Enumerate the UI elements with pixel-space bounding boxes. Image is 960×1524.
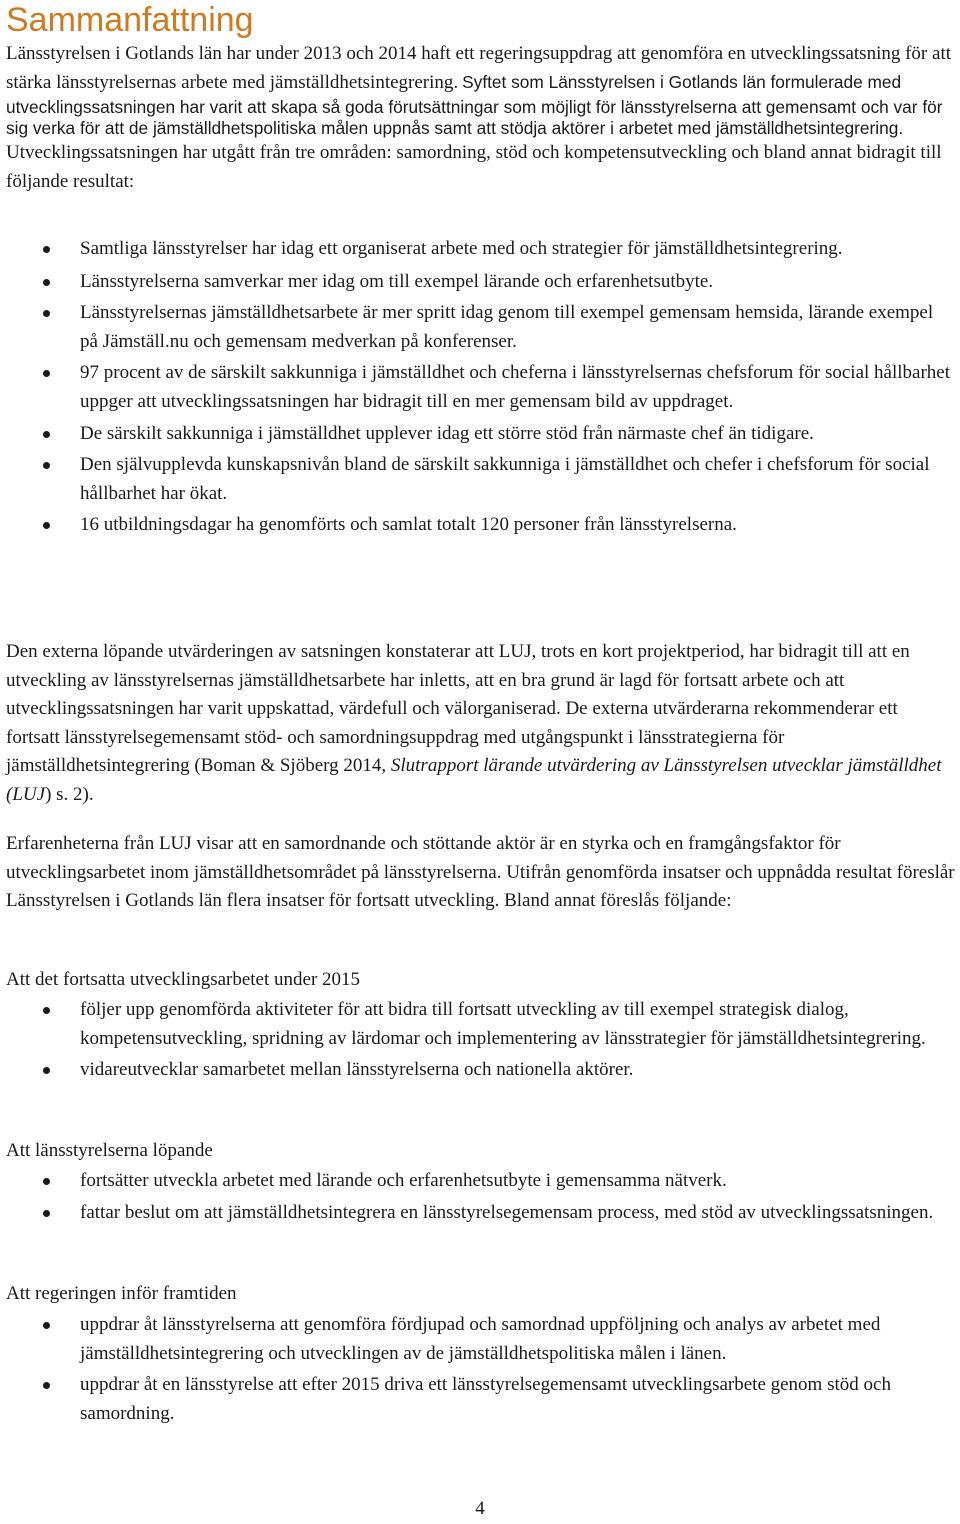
section-title: Sammanfattning	[6, 1, 254, 39]
bullet-icon	[43, 310, 50, 317]
list-item: 16 utbildningsdagar ha genomförts och samlat totalt 120 personer från länsstyrelserna.	[0, 511, 960, 540]
bullet-icon	[43, 1178, 50, 1185]
proposal-list	[0, 996, 960, 1085]
bullet-icon	[43, 370, 50, 377]
bullet-icon	[43, 1067, 50, 1074]
bullet-icon	[43, 431, 50, 438]
proposal-heading: Att regeringen inför framtiden	[6, 1283, 237, 1304]
proposal-heading: Att länsstyrelserna löpande	[6, 1140, 213, 1161]
bullet-icon	[43, 1382, 50, 1389]
intro-serif-tail: Utvecklingssatsningen har utgått från tre områden: samordning, stöd och kompetensutveckling och bland annat bidragit till följande resultat:	[6, 142, 942, 192]
bullet-icon	[43, 462, 50, 469]
bullet-icon	[43, 246, 50, 253]
list-item: följer upp genomförda aktiviteter för att bidra till fortsatt utveckling av till exempel strategisk dialog, kompetensutveckling, spridning av lärdomar och implementering av länsstrategier för jämställdhetsintegrering.	[0, 996, 960, 1053]
proposal-heading: Att det fortsatta utvecklingsarbetet under 2015	[6, 969, 361, 990]
proposal-list	[0, 1311, 960, 1428]
results-list	[0, 235, 960, 540]
intro-sans-text: Syftet som Länsstyrelsen i Gotlands län formulerade med utvecklingssatsningen har varit att skapa så goda förutsättningar som möjligt för länsstyrelserna att gemensamt och var för sig verka för att de jämställdhetspolitiska målen uppnås samt att stödja aktörer i arbetet med jämställdhetsintegrering.	[6, 71, 943, 139]
list-item: De särskilt sakkunniga i jämställdhet upplever idag ett större stöd från närmaste chef än tidigare.	[0, 420, 960, 449]
list-item: 97 procent av de särskilt sakkunniga i jämställdhet och cheferna i länsstyrelsernas chefsforum för social hållbarhet uppger att utvecklingssatsningen har bidragit till en mer gemensam bild av uppdraget.	[0, 359, 960, 416]
list-item: Samtliga länsstyrelser har idag ett organiserat arbete med och strategier för jämställdhetsintegrering.	[0, 235, 960, 264]
list-item: uppdrar åt en länsstyrelse att efter 2015 driva ett länsstyrelsegemensamt utvecklingsarbete genom stöd och samordning.	[0, 1371, 960, 1428]
list-item: uppdrar åt länsstyrelserna att genomföra fördjupad och samordnad uppföljning och analys av arbetet med jämställdhetsintegrering och utvecklingen av de jämställdhetspolitiska målen i länen.	[0, 1311, 960, 1368]
list-item: Den självupplevda kunskapsnivån bland de särskilt sakkunniga i jämställdhet och chefer i chefsforum för social hållbarhet har ökat.	[0, 451, 960, 508]
bullet-icon	[43, 1322, 50, 1329]
list-item: fortsätter utveckla arbetet med lärande och erfarenhetsutbyte i gemensamma nätverk.	[0, 1167, 960, 1196]
list-item: Länsstyrelsernas jämställdhetsarbete är mer spritt idag genom till exempel gemensam hemsida, lärande exempel på Jämställ.nu och gemensam medverkan på konferenser.	[0, 299, 960, 356]
bullet-icon	[43, 1210, 50, 1217]
bullet-icon	[43, 279, 50, 286]
intro-paragraph	[6, 40, 956, 196]
page-number: 4	[475, 1498, 485, 1519]
list-item: Länsstyrelserna samverkar mer idag om till exempel lärande och erfarenhetsutbyte.	[0, 268, 960, 297]
report-title: Slutrapport lärande utvärdering av Länsstyrelsen utvecklar jämställdhet (LUJ	[6, 755, 942, 805]
bullet-icon	[43, 1007, 50, 1014]
intro-serif-text: Länsstyrelsen i Gotlands län har under 2013 och 2014 haft ett regeringsuppdrag att genomföra en utvecklingssatsning för att stärka länsstyrelsernas arbete med jämställdhetsintegrering.	[6, 43, 951, 93]
experience-paragraph: Erfarenheterna från LUJ visar att en samordnande och stöttande aktör är en styrka och en framgångsfaktor för utvecklingsarbetet inom jämställdhetsområdet på länsstyrelserna. Utifrån genomförda insatser och uppnådda resultat föreslår Länsstyrelsen i Gotlands län flera insatser för fortsatt utveckling. Bland annat föreslås följande:	[6, 833, 955, 912]
list-item: vidareutvecklar samarbetet mellan länsstyrelserna och nationella aktörer.	[0, 1056, 960, 1085]
list-item: fattar beslut om att jämställdhetsintegrera en länsstyrelsegemensam process, med stöd av utvecklingssatsningen.	[0, 1199, 960, 1228]
proposal-list	[0, 1167, 960, 1227]
evaluation-paragraph: Den externa löpande utvärderingen av satsningen konstaterar att LUJ, trots en kort projektperiod, har bidragit till att en utveckling av länsstyrelsernas jämställdhetsarbete har inletts, att en bra grund är lagd för fortsatt arbete och att utvecklingssatsningen har varit uppskattad, värdefull och välorganiserad. De externa utvärderarna rekommenderar ett fortsatt länsstyrelsegemensamt stöd- och samordningsuppdrag med utgångspunkt i länsstrategierna för jämställdhetsintegrering (Boman & Sjöberg 2014, Slutrapport lärande utvärdering av Länsstyrelsen utvecklar jämställdhet (LUJ) s. 2).	[6, 641, 942, 805]
bullet-icon	[43, 522, 50, 529]
